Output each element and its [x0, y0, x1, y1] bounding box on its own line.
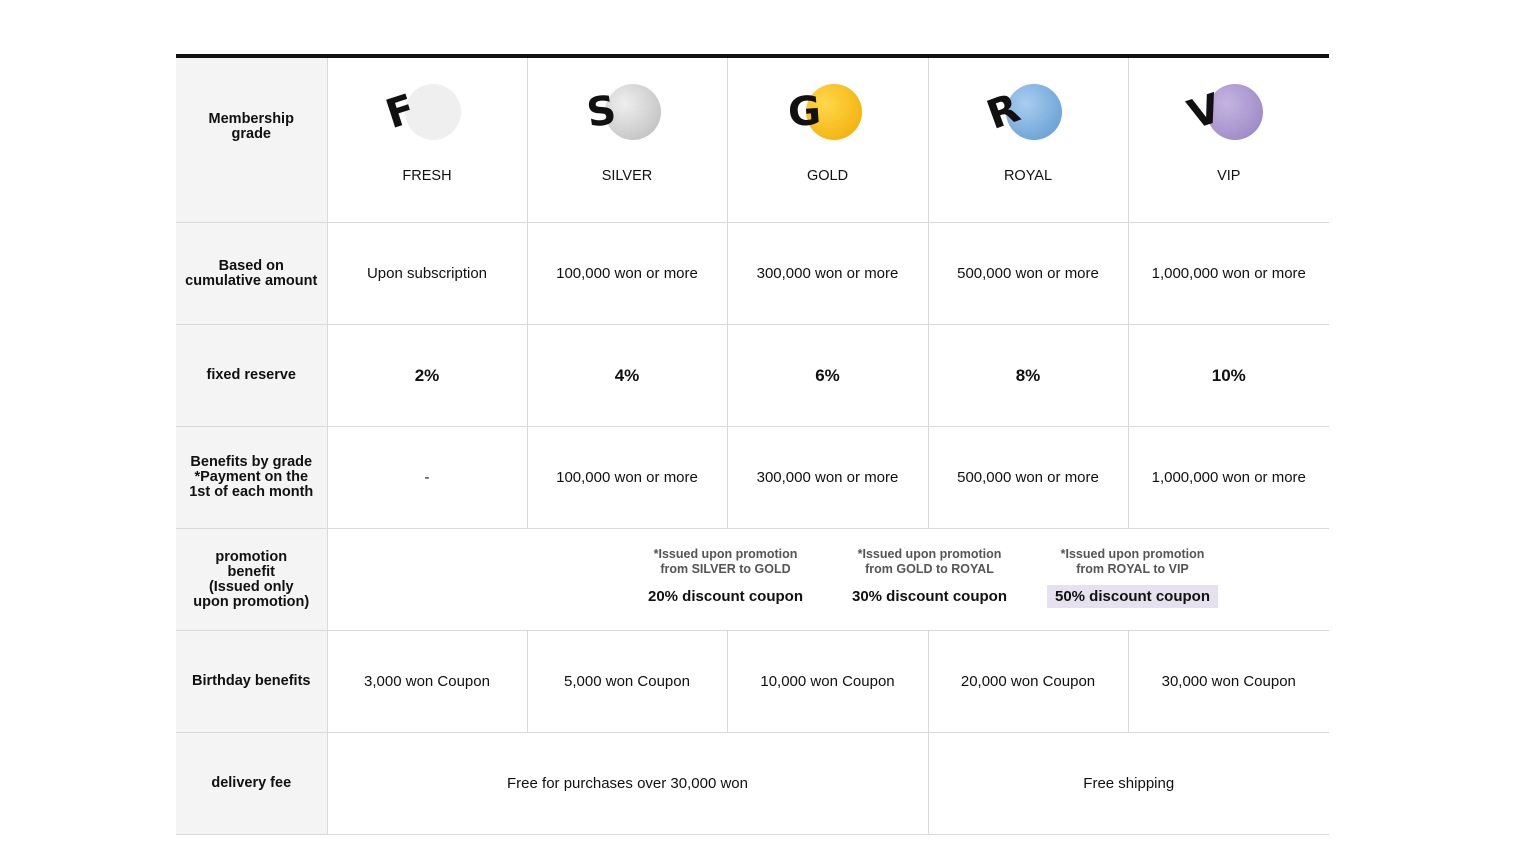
cumulative-row: [176, 223, 1329, 325]
row-label-line: 1st of each month: [189, 484, 314, 500]
row-label-text: Membership grade: [208, 111, 294, 142]
delivery-cell: Free shipping: [928, 733, 1329, 835]
promotion-row: [176, 529, 1329, 631]
row-label-line: *Payment on the: [194, 469, 309, 485]
membership-table-wrapper: [176, 54, 1329, 835]
birthday-cell: 20,000 won Coupon: [928, 631, 1128, 733]
row-label-delivery: delivery fee: [176, 733, 327, 835]
row-label-membership: [176, 58, 327, 223]
grade-name: ROYAL: [1003, 168, 1053, 184]
delivery-cell: Free for purchases over 30,000 won: [327, 733, 928, 835]
row-label-line: benefit: [227, 563, 276, 580]
promotion-note: from GOLD to ROYAL: [865, 562, 994, 576]
promotion-note: *Issued upon promotion: [653, 547, 798, 561]
grade-letter: R: [981, 85, 1026, 139]
cumulative-cell: Upon subscription: [327, 223, 527, 325]
birthday-row: [176, 631, 1329, 733]
benefits-cell: 100,000 won or more: [527, 427, 727, 529]
promotion-coupon: 20% discount coupon: [647, 588, 803, 605]
cumulative-cell: 1,000,000 won or more: [1128, 223, 1329, 325]
row-label-text: Based on cumulative amount: [185, 257, 318, 289]
row-label-line: Benefits by grade: [190, 454, 313, 470]
grade-vip: [1128, 58, 1329, 223]
benefits-cell: 1,000,000 won or more: [1128, 427, 1329, 529]
grade-badge: [1182, 84, 1259, 144]
membership-table: [176, 58, 1329, 835]
benefits-cell: -: [327, 427, 527, 529]
promotion-coupon: 30% discount coupon: [851, 588, 1007, 605]
grade-badge: [583, 84, 657, 144]
promotion-note: *Issued upon promotion: [857, 547, 1002, 561]
grade-name: FRESH: [402, 168, 452, 184]
birthday-cell: 3,000 won Coupon: [327, 631, 527, 733]
benefits-cell: 300,000 won or more: [727, 427, 928, 529]
grade-silver: [527, 58, 727, 223]
cumulative-cell: 300,000 won or more: [727, 223, 928, 325]
row-label-promotion: [176, 529, 327, 631]
cumulative-cell: 500,000 won or more: [928, 223, 1128, 325]
delivery-row: [176, 733, 1329, 835]
reserve-cell: 8%: [928, 325, 1128, 427]
grade-royal: [928, 58, 1128, 223]
benefits-row: [176, 427, 1329, 529]
row-label-reserve: fixed reserve: [176, 325, 327, 427]
promotion-item: [1043, 547, 1223, 608]
grade-badge: [380, 84, 457, 144]
grade-letter: S: [583, 87, 619, 137]
row-label-benefits: [176, 427, 327, 529]
benefits-cell: 500,000 won or more: [928, 427, 1128, 529]
promotion-item: [636, 547, 816, 608]
grade-name: GOLD: [806, 168, 849, 184]
grade-fresh: [327, 58, 527, 223]
reserve-cell: 4%: [527, 325, 727, 427]
promotion-coupon-highlighted: 50% discount coupon: [1047, 585, 1218, 608]
grade-badge: [981, 84, 1058, 144]
row-label-line: (Issued only: [208, 578, 294, 595]
promotion-note: from SILVER to GOLD: [660, 562, 791, 576]
promotion-note: *Issued upon promotion: [1060, 547, 1205, 561]
birthday-cell: 10,000 won Coupon: [727, 631, 928, 733]
row-label-line: promotion: [215, 548, 288, 565]
grade-name: VIP: [1217, 168, 1241, 184]
grade-letter: V: [1182, 85, 1227, 139]
birthday-cell: 30,000 won Coupon: [1128, 631, 1329, 733]
reserve-cell: 2%: [327, 325, 527, 427]
grade-name: SILVER: [601, 168, 653, 184]
birthday-cell: 5,000 won Coupon: [527, 631, 727, 733]
reserve-cell: 10%: [1128, 325, 1329, 427]
promotion-cell: [327, 529, 1329, 631]
reserve-cell: 6%: [727, 325, 928, 427]
grade-gold: [727, 58, 928, 223]
row-label-birthday: Birthday benefits: [176, 631, 327, 733]
row-label-cumulative: [176, 223, 327, 325]
promotion-note: from ROYAL to VIP: [1076, 562, 1189, 576]
grade-letter: F: [380, 85, 421, 139]
promotion-item: [840, 547, 1020, 608]
grade-row: [176, 58, 1329, 223]
cumulative-cell: 100,000 won or more: [527, 223, 727, 325]
grade-letter: G: [785, 87, 822, 137]
row-label-line: upon promotion): [193, 593, 310, 610]
grade-badge: [785, 84, 858, 144]
reserve-row: [176, 325, 1329, 427]
